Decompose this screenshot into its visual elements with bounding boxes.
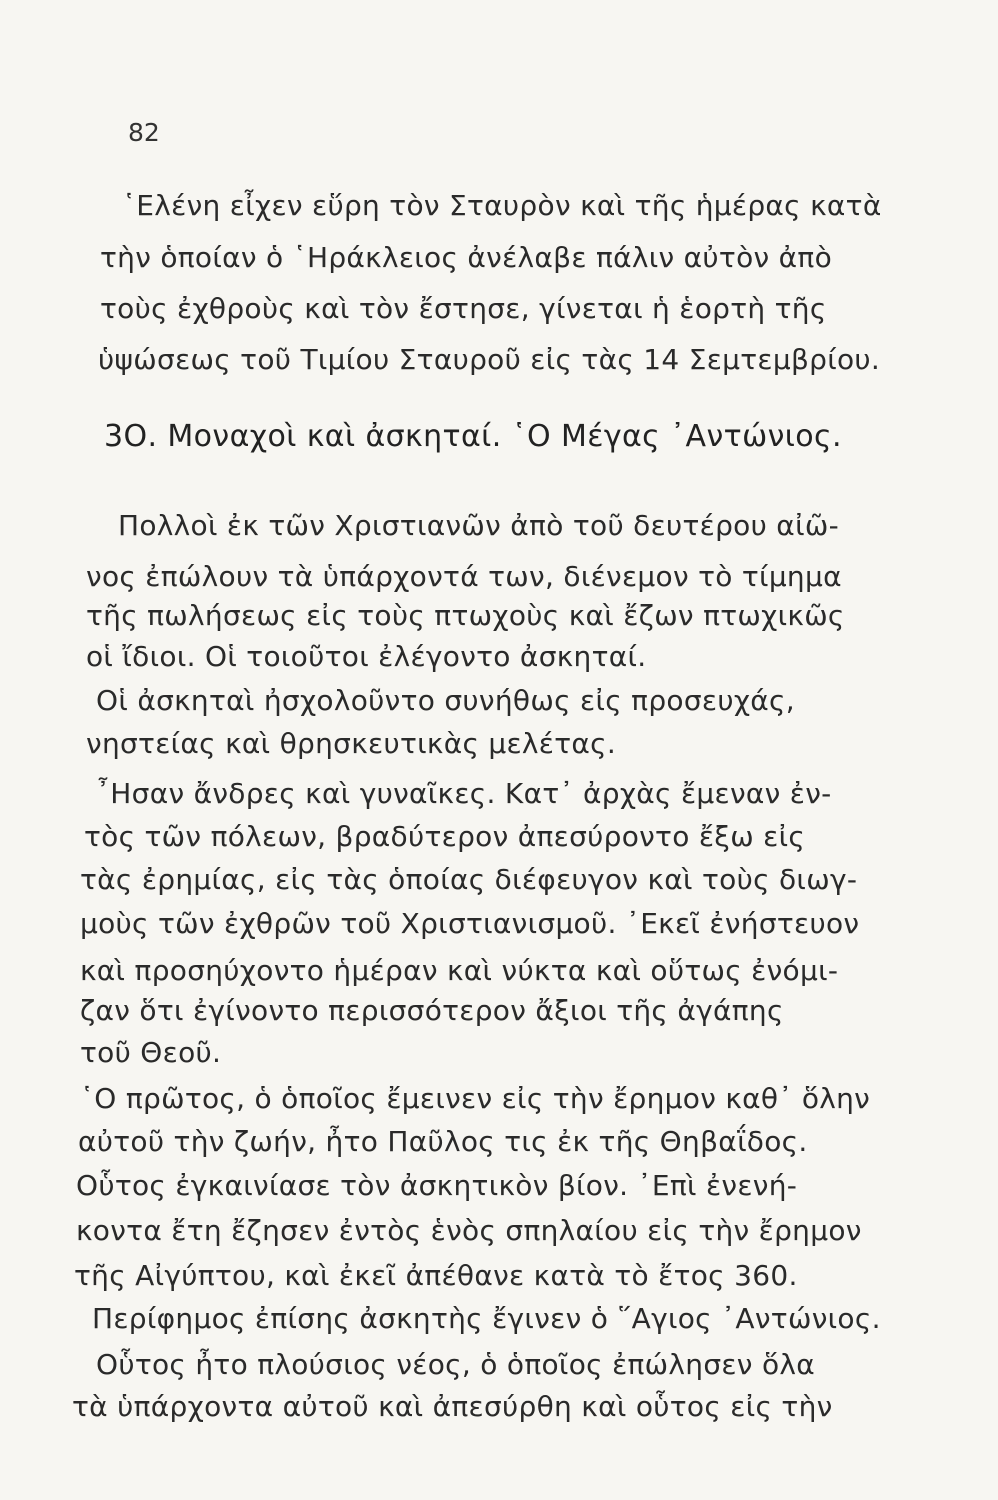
intro-line: ὑψώσεως τοῦ Τιμίου Σταυροῦ εἰς τὰς 14 Σεμτεμβρίου. (98, 343, 881, 376)
body-line: Οἱ ἀσκηταὶ ἠσχολοῦντο συνήθως εἰς προσευχάς, (96, 684, 795, 717)
body-line: ῏Ησαν ἄνδρες καὶ γυναῖκες. Κατ᾿ ἀρχὰς ἔμεναν ἐν- (96, 777, 832, 810)
body-line: τοῦ Θεοῦ. (80, 1036, 222, 1069)
body-line: τῆς πωλήσεως εἰς τοὺς πτωχοὺς καὶ ἔζων πτωχικῶς (86, 599, 845, 632)
body-line: κοντα ἔτη ἔζησεν ἐντὸς ἑνὸς σπηλαίου εἰς τὴν ἔρημον (76, 1214, 862, 1247)
body-line: μοὺς τῶν ἐχθρῶν τοῦ Χριστιανισμοῦ. ᾿Εκεῖ ἐνήστευον (80, 907, 860, 940)
body-line: τῆς Αἰγύπτου, καὶ ἐκεῖ ἀπέθανε κατὰ τὸ ἔτος 360. (74, 1259, 798, 1292)
section-heading: 3Ο. Μοναχοὶ καὶ ἀσκηταί. ῾Ο Μέγας ᾿Αντώνιος. (104, 419, 842, 454)
body-line: νηστείας καὶ θρησκευτικὰς μελέτας. (86, 727, 617, 760)
body-line: Περίφημος ἐπίσης ἀσκητὴς ἔγινεν ὁ ῞Αγιος ᾿Αντώνιος. (92, 1302, 881, 1335)
body-line: ῾Ο πρῶτος, ὁ ὁποῖος ἔμεινεν εἰς τὴν ἔρημον καθ᾿ ὅλην (80, 1082, 871, 1115)
body-line: τὸς τῶν πόλεων, βραδύτερον ἀπεσύροντο ἔξω εἰς (84, 820, 806, 853)
body-line: Πολλοὶ ἐκ τῶν Χριστιανῶν ἀπὸ τοῦ δευτέρου αἰῶ- (118, 509, 839, 542)
body-line: Οὗτος ἦτο πλούσιος νέος, ὁ ὁποῖος ἐπώλησεν ὅλα (96, 1348, 816, 1381)
body-line: τὰς ἐρημίας, εἰς τὰς ὁποίας διέφευγον καὶ τοὺς διωγ- (80, 863, 858, 896)
body-line: οἱ ἴδιοι. Οἱ τοιοῦτοι ἐλέγοντο ἀσκηταί. (86, 640, 647, 673)
page-number: 82 (128, 118, 160, 147)
body-line: τὰ ὑπάρχοντα αὐτοῦ καὶ ἀπεσύρθη καὶ οὗτος εἰς τὴν (72, 1390, 833, 1423)
intro-line: τὴν ὁποίαν ὁ ῾Ηράκλειος ἀνέλαβε πάλιν αὐτὸν ἀπὸ (100, 241, 832, 274)
body-line: ζαν ὅτι ἐγίνοντο περισσότερον ἄξιοι τῆς ἀγάπης (80, 994, 784, 1027)
intro-line: ῾Ελένη εἶχεν εὕρη τὸν Σταυρὸν καὶ τῆς ἡμέρας κατὰ (122, 189, 882, 222)
body-line: καὶ προσηύχοντο ἡμέραν καὶ νύκτα καὶ οὕτως ἐνόμι- (80, 954, 839, 987)
body-line: νος ἐπώλουν τὰ ὑπάρχοντά των, διένεμον τὸ τίμημα (86, 560, 842, 593)
body-line: αὐτοῦ τὴν ζωήν, ἦτο Παῦλος τις ἐκ τῆς Θηβαΐδος. (78, 1125, 808, 1158)
intro-line: τοὺς ἐχθροὺς καὶ τὸν ἔστησε, γίνεται ἡ ἑορτὴ τῆς (100, 292, 827, 325)
body-line: Οὗτος ἐγκαινίασε τὸν ἀσκητικὸν βίον. ᾿Επὶ ἐνενή- (76, 1169, 798, 1202)
